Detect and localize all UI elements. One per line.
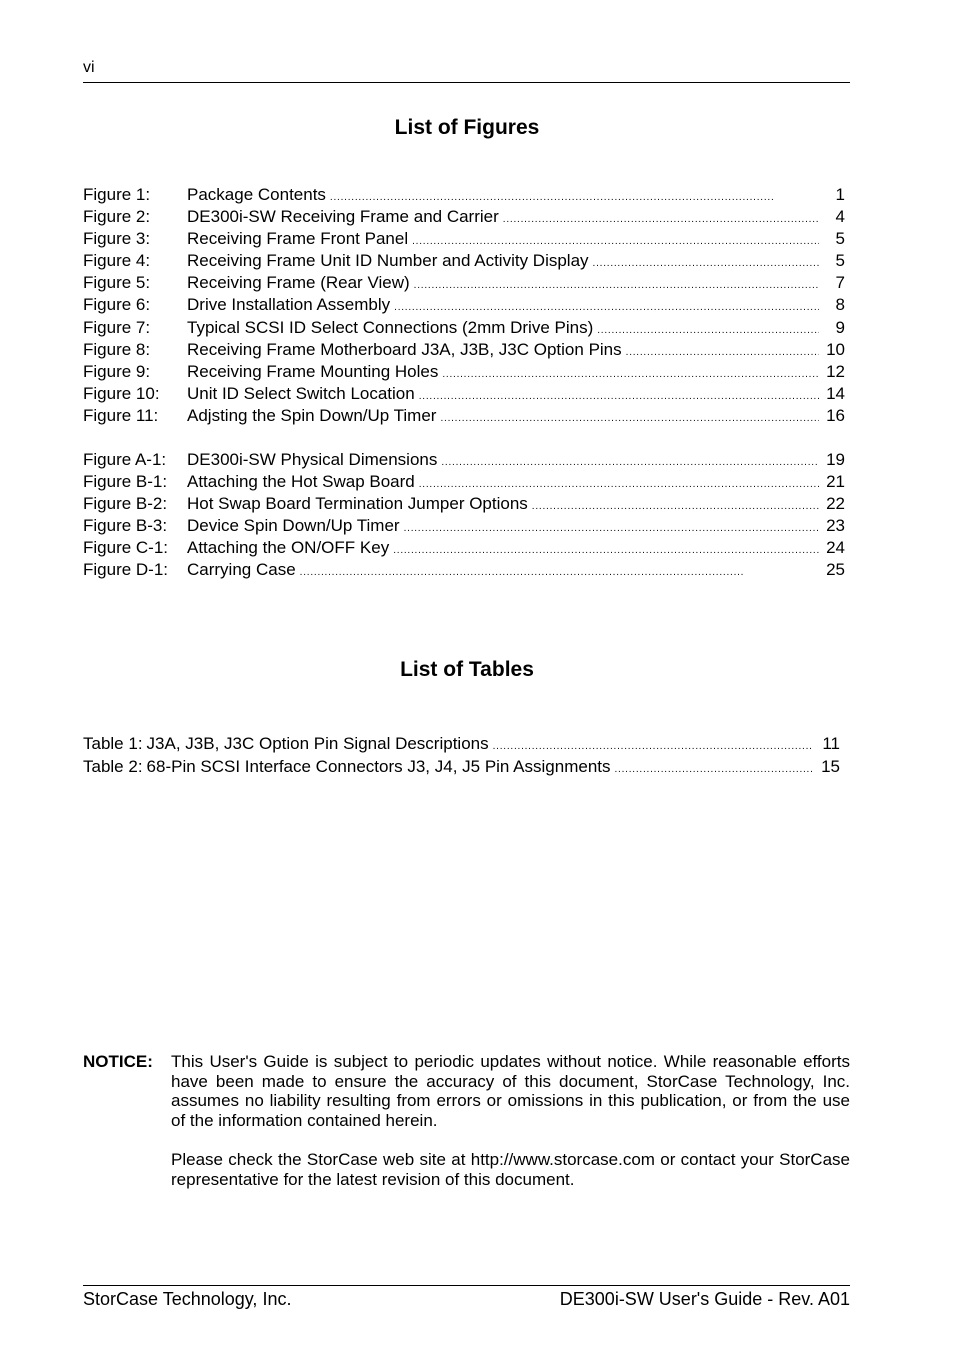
figure-entry-label: Figure 1: [83, 185, 151, 204]
appendix-figure-entry-label: Figure B-1: [83, 472, 168, 492]
figure-entry[interactable] [83, 228, 845, 250]
figure-entry-title: Typical SCSI ID Select Connections (2mm Drive Pins) [187, 317, 594, 337]
appendix-figure-entry-label: Figure A-1: [83, 450, 167, 469]
appendix-figure-entry[interactable] [83, 471, 845, 493]
figure-entry[interactable] [83, 184, 845, 206]
appendix-figure-entry-title: Device Spin Down/Up Timer [187, 516, 400, 536]
figure-entry[interactable] [83, 250, 845, 272]
figure-entry[interactable] [83, 317, 845, 339]
figure-entry[interactable] [83, 272, 845, 294]
notice-label: NOTICE: [83, 1052, 153, 1071]
notice-paragraph: Please check the StorCase web site at http://www.storcase.com or contact your StorCase representative for the latest revision of this document. [171, 1150, 850, 1189]
appendix-figure-entry-label: Figure D-1: [83, 560, 169, 580]
notice-block [83, 1052, 850, 1209]
figure-entry-title: Receiving Frame Motherboard J3A, J3B, J3C Option Pins [187, 339, 622, 359]
figure-entry-label: Figure 11: [83, 405, 159, 425]
figure-entry-title: Drive Installation Assembly [187, 295, 391, 315]
figure-entry-label: Figure 7: [83, 317, 151, 337]
appendix-figure-entry-label: Figure B-3: [83, 516, 168, 536]
dot-leader [615, 755, 813, 781]
figure-entry[interactable] [83, 405, 845, 427]
figures-list [83, 184, 845, 427]
footer-rule [83, 1285, 850, 1286]
figure-entry-title: Receiving Frame Front Panel [187, 229, 409, 249]
footer-company: StorCase Technology, Inc. [83, 1289, 292, 1309]
table-entry-title: 68-Pin SCSI Interface Connectors J3, J4, J5 Pin Assignments [146, 757, 611, 776]
figure-entry-label: Figure 9: [83, 361, 151, 381]
table-entry-label: Table 1: [83, 734, 143, 753]
appendix-figure-entry-title: Attaching the Hot Swap Board [187, 472, 415, 492]
figure-entry[interactable] [83, 206, 845, 228]
appendix-figure-entry[interactable] [83, 493, 845, 515]
figure-entry-label: Figure 3: [83, 229, 151, 249]
figure-entry-title: Receiving Frame Unit ID Number and Activity Display [187, 251, 589, 271]
figures-heading: List of Figures [394, 116, 540, 139]
appendix-figure-entry-title: Attaching the ON/OFF Key [187, 538, 390, 558]
dot-leader [300, 559, 819, 584]
table-entry-title: J3A, J3B, J3C Option Pin Signal Descriptions [146, 734, 489, 753]
figure-entry-page: 16 [826, 405, 845, 425]
notice-text [171, 1052, 850, 1189]
appendix-figure-entry-page: 21 [826, 472, 845, 492]
table-entry[interactable] [83, 732, 840, 755]
figure-entry-page: 8 [835, 295, 845, 315]
appendix-figure-entry-label: Figure B-2: [83, 494, 168, 514]
figure-entry-page: 1 [835, 185, 845, 204]
figure-entry[interactable] [83, 361, 845, 383]
notice-paragraph: This User's Guide is subject to periodic updates without notice. While reasonable efforts have been made to ensure the accuracy of this document, StorCase Technology, Inc. assumes no liability resulting from errors or omissions in this publication, or from the use of the information contained herein. [171, 1052, 850, 1130]
figure-entry-page: 5 [835, 251, 845, 271]
figure-entry-page: 12 [826, 361, 845, 381]
figure-entry-title: Adjsting the Spin Down/Up Timer [187, 405, 437, 425]
appendix-figure-entry-title: Hot Swap Board Termination Jumper Options [187, 494, 528, 514]
footer-doc-title: DE300i-SW User's Guide - Rev. A01 [559, 1289, 850, 1309]
appendix-figure-entry-page: 23 [826, 516, 845, 536]
appendix-figure-entry[interactable] [83, 537, 845, 559]
appendix-figure-entry[interactable] [83, 515, 845, 537]
figure-entry-page: 14 [826, 383, 845, 403]
table-entry-page: 15 [821, 757, 840, 776]
figure-entry[interactable] [83, 294, 845, 316]
figure-entry-page: 9 [835, 317, 845, 337]
figure-entry-label: Figure 8: [83, 339, 151, 359]
appendix-figure-entry-label: Figure C-1: [83, 538, 169, 558]
appendix-figure-entry-page: 22 [826, 494, 845, 514]
table-entry-page: 11 [822, 734, 840, 753]
figure-entry-label: Figure 2: [83, 207, 151, 227]
figure-entry-page: 7 [835, 273, 845, 293]
figure-entry-page: 5 [835, 229, 845, 249]
figure-entry-page: 10 [826, 339, 845, 359]
appendix-figure-entry-page: 19 [826, 450, 845, 469]
appendix-figures-list [83, 449, 845, 582]
appendix-figure-entry-page: 25 [826, 560, 845, 580]
figure-entry-label: Figure 4: [83, 251, 151, 271]
figure-entry-label: Figure 6: [83, 295, 151, 315]
figure-entry-title: Unit ID Select Switch Location [187, 383, 415, 403]
table-entry[interactable] [83, 755, 840, 778]
figure-entry-title: Receiving Frame Mounting Holes [187, 361, 439, 381]
figure-entry[interactable] [83, 383, 845, 405]
dot-leader [440, 405, 819, 430]
appendix-figure-entry-title: Carrying Case [187, 560, 296, 580]
figure-entry-label: Figure 5: [83, 273, 151, 293]
tables-heading: List of Tables [400, 658, 534, 681]
appendix-figure-entry-title: DE300i-SW Physical Dimensions [187, 450, 438, 469]
figure-entry[interactable] [83, 339, 845, 361]
figure-entry-title: Package Contents [187, 185, 326, 204]
table-entry-label: Table 2: [83, 757, 143, 776]
figure-entry-title: Receiving Frame (Rear View) [187, 273, 410, 293]
appendix-figure-entry[interactable] [83, 559, 845, 581]
page-number: vi [83, 59, 95, 76]
appendix-figure-entry[interactable] [83, 449, 845, 471]
figure-entry-title: DE300i-SW Receiving Frame and Carrier [187, 207, 499, 227]
figure-entry-page: 4 [835, 207, 845, 227]
header-rule [83, 82, 850, 83]
appendix-figure-entry-page: 24 [826, 538, 845, 558]
figure-entry-label: Figure 10: [83, 383, 160, 403]
tables-list [83, 732, 840, 778]
